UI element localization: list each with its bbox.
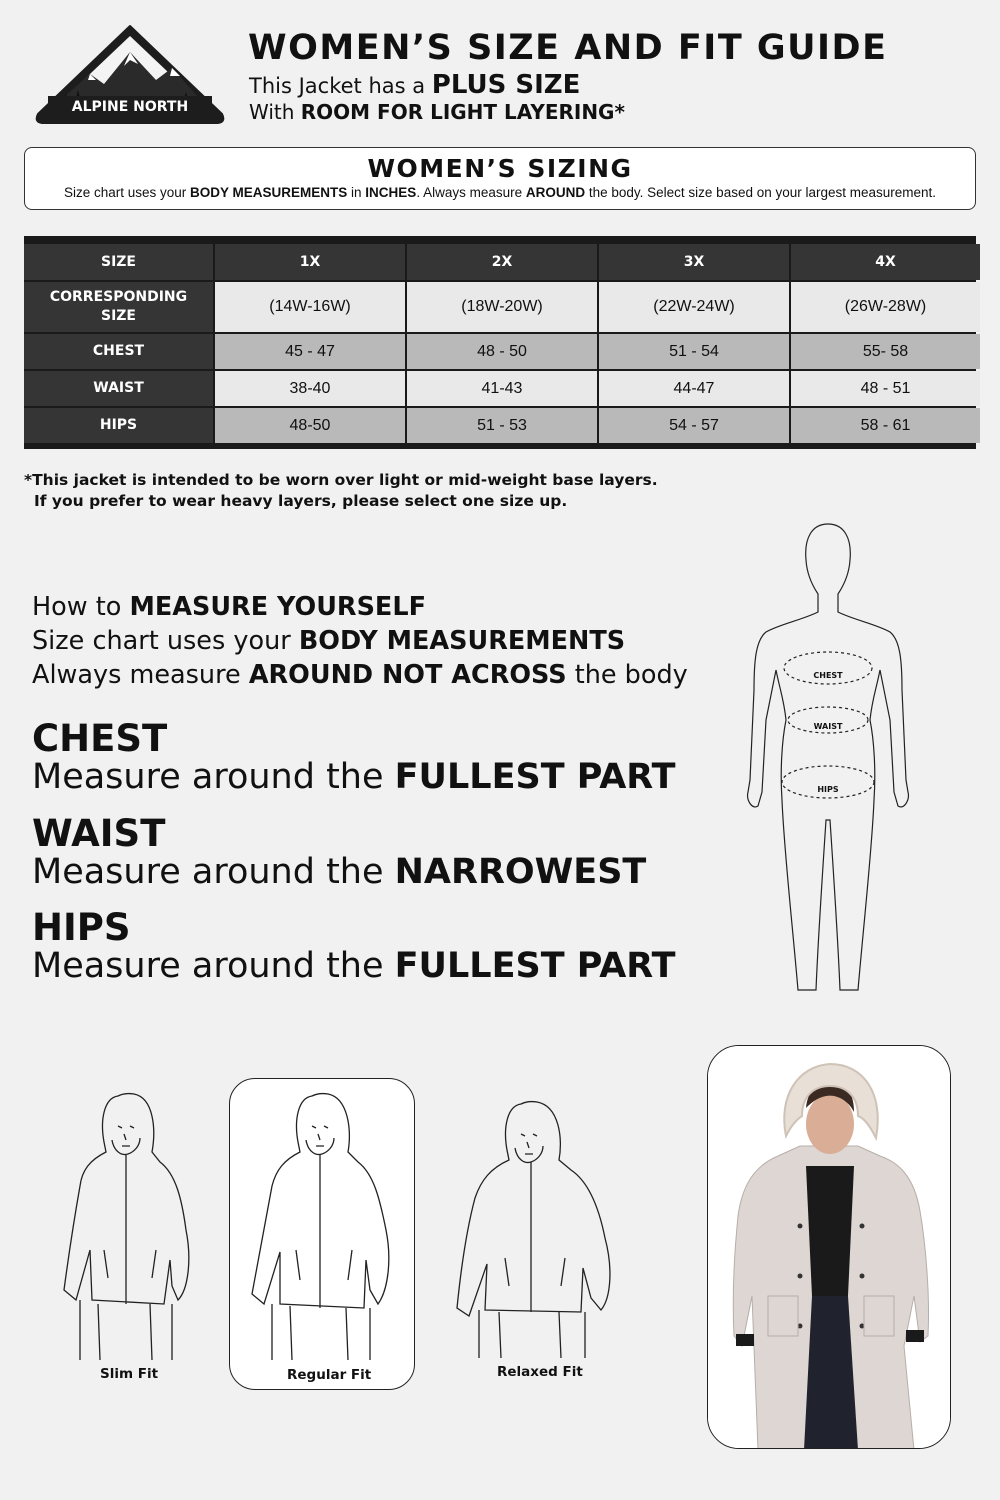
table-cell: 48 - 51: [791, 371, 980, 406]
plus-size-line: This Jacket has a PLUS SIZE: [249, 70, 581, 100]
header-cell: 3X: [599, 244, 789, 280]
row-label: WAIST: [24, 371, 213, 406]
table-cell: 51 - 54: [599, 334, 789, 369]
table-cell: 58 - 61: [791, 408, 980, 443]
table-cell: 45 - 47: [215, 334, 405, 369]
waist-instruction: WAIST Measure around the NARROWEST: [32, 812, 647, 892]
regular-fit-label: Regular Fit: [287, 1367, 372, 1383]
layering-line: With ROOM FOR LIGHT LAYERING*: [249, 100, 625, 124]
table-cell: (14W-16W): [215, 282, 405, 332]
relaxed-fit-label: Relaxed Fit: [497, 1364, 583, 1380]
product-photo-frame: [707, 1045, 951, 1449]
waist-label: WAIST: [813, 722, 843, 731]
table-cell: 51 - 53: [407, 408, 597, 443]
header-cell: 2X: [407, 244, 597, 280]
table-header-row: [24, 244, 976, 280]
hips-label: HIPS: [817, 785, 839, 794]
table-cell: 38-40: [215, 371, 405, 406]
table-cell: (18W-20W): [407, 282, 597, 332]
table-cell: (22W-24W): [599, 282, 789, 332]
logo-text: ALPINE NORTH: [71, 99, 189, 115]
table-cell: (26W-28W): [791, 282, 980, 332]
chest-label: CHEST: [813, 671, 843, 680]
measure-intro: How to MEASURE YOURSELF Size chart uses your BODY MEASUREMENTS Always measure AROUND NOT ACROSS the body: [32, 592, 688, 690]
regular-fit-jacket-illustration: [250, 1090, 395, 1365]
table-row: [24, 408, 976, 443]
alpine-north-logo: [32, 22, 228, 126]
page-title: WOMEN’S SIZE AND FIT GUIDE: [248, 28, 888, 68]
row-label: CHEST: [24, 334, 213, 369]
body-measurement-figure: [740, 520, 920, 1000]
slim-fit-label: Slim Fit: [100, 1366, 159, 1382]
table-cell: 48 - 50: [407, 334, 597, 369]
table-row: [24, 334, 976, 369]
chest-instruction: CHEST Measure around the FULLEST PART: [32, 717, 676, 797]
table-cell: 41-43: [407, 371, 597, 406]
slim-fit-jacket-illustration: [60, 1090, 195, 1365]
relaxed-fit-jacket-illustration: [455, 1098, 615, 1363]
sizing-title: WOMEN’S SIZING: [367, 154, 633, 183]
row-label: CORRESPONDING SIZE: [24, 282, 213, 332]
layering-footnote: *This jacket is intended to be worn over light or mid-weight base layers. If you prefer to wear heavy layers, please select one size up.: [24, 471, 658, 510]
table-cell: 55- 58: [791, 334, 980, 369]
header-cell: 1X: [215, 244, 405, 280]
table-cell: 44-47: [599, 371, 789, 406]
header-cell: SIZE: [24, 244, 213, 280]
table-row: [24, 371, 976, 406]
size-table: [24, 236, 976, 449]
table-row: [24, 282, 976, 332]
row-label: HIPS: [24, 408, 213, 443]
model-wearing-parka-photo: [708, 1046, 951, 1449]
header-cell: 4X: [791, 244, 980, 280]
sizing-note: Size chart uses your BODY MEASUREMENTS in INCHES. Always measure AROUND the body. Select size based on your largest measurement.: [63, 185, 937, 200]
hips-instruction: HIPS Measure around the FULLEST PART: [32, 906, 676, 986]
table-cell: 54 - 57: [599, 408, 789, 443]
sizing-banner: [24, 147, 976, 210]
table-cell: 48-50: [215, 408, 405, 443]
